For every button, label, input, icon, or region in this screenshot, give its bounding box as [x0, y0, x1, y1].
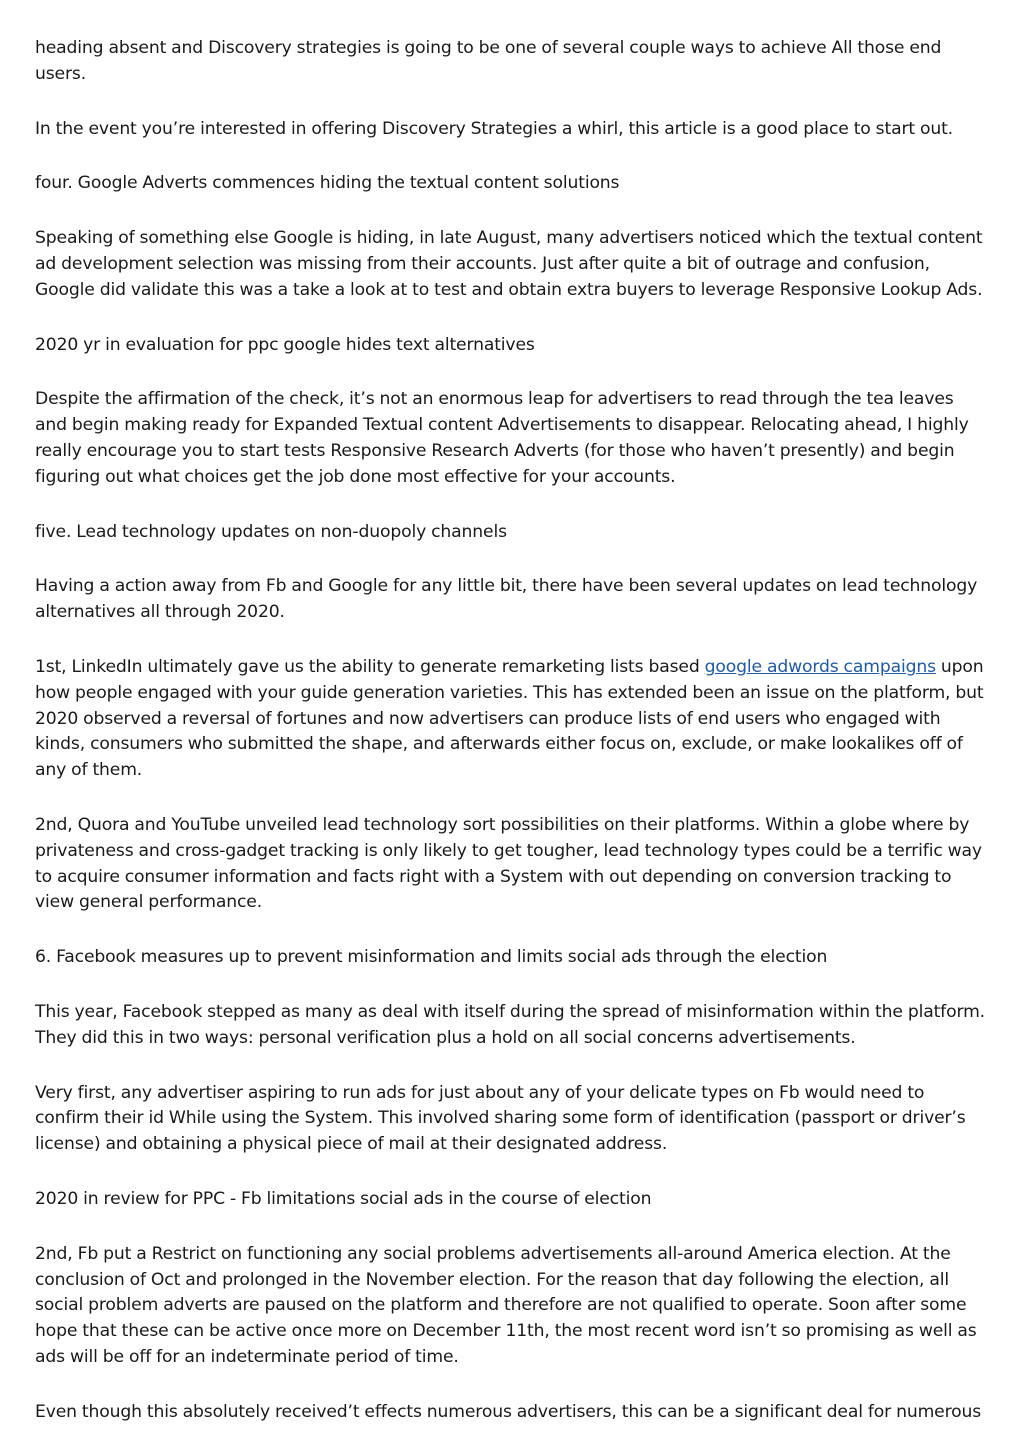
section-heading-six: 6. Facebook measures up to prevent misinformation and limits social ads through the election [35, 947, 828, 968]
image-caption-google-hides-text: 2020 yr in evaluation for ppc google hides text alternatives [35, 334, 535, 355]
paragraph-4: Speaking of something else Google is hiding, in late August, many advertisers noticed which the textual content ad development selection was missing from their accounts. Just after quite a bit of outrage and confusion, Google did validate this was a take a look at to test and obtain extra buyers to leverage Responsive Lookup Ads. [35, 228, 983, 300]
google-adwords-campaigns-link[interactable]: google adwords campaigns [704, 656, 936, 677]
paragraph-12: This year, Facebook stepped as many as deal with itself during the spread of misinformation within the platform. They did this in two ways: personal verification plus a hold on all social concerns advertisements. [35, 1001, 985, 1048]
paragraph-9-text-after: upon how people engaged with your guide generation varieties. This has extended been an issue on the platform, but 2020 observed a reversal of fortunes and now advertisers can produce lists of end users who engaged with kinds, consumers who submitted the shape, and afterwards either focus on, exclude, or make lookalikes off of any of them. [35, 656, 984, 781]
section-heading-five: five. Lead technology updates on non-duopoly channels [35, 521, 507, 542]
paragraph-2: In the event you’re interested in offering Discovery Strategies a whirl, this article is a good place to start out. [35, 118, 953, 139]
paragraph-9 [35, 655, 990, 784]
paragraph-16: Even though this absolutely received’t effects numerous advertisers, this can be a significant deal for numerous [35, 1401, 982, 1422]
paragraph-9-text-before: 1st, LinkedIn ultimately gave us the ability to generate remarketing lists based [35, 656, 705, 677]
paragraph-8: Having a action away from Fb and Google for any little bit, there have been several updates on lead technology alternatives all through 2020. [35, 576, 978, 623]
image-caption-fb-limits-social-ads: 2020 in review for PPC - Fb limitations social ads in the course of election [35, 1188, 652, 1209]
paragraph-13: Very first, any advertiser aspiring to run ads for just about any of your delicate types on Fb would need to confirm their id While using the System. This involved sharing some form of identification (passport or driver’s license) and obtaining a physical piece of mail at their designated address. [35, 1082, 966, 1155]
paragraph-6: Despite the affirmation of the check, it’s not an enormous leap for advertisers to read through the tea leaves and begin making ready for Expanded Textual content Advertisements to disappear. Relocating ahead, I highly really encourage you to start tests Responsive Research Adverts (for those who haven’t presently) and begin figuring out what choices get the job done most effective for your accounts. [35, 389, 969, 487]
paragraph-1: heading absent and Discovery strategies is going to be one of several couple ways to achieve All those end users. [35, 38, 942, 84]
paragraph-10: 2nd, Quora and YouTube unveiled lead technology sort possibilities on their platforms. Within a globe where by privateness and cross-gadget tracking is only likely to get tougher, lead technology types could be a terrific way to acquire consumer information and facts right with a System with out depending on conversion tracking to view general performance. [35, 814, 982, 913]
section-heading-four: four. Google Adverts commences hiding the textual content solutions [35, 173, 620, 194]
paragraph-15: 2nd, Fb put a Restrict on functioning any social problems advertisements all-around America election. At the conclusion of Oct and prolonged in the November election. For the reason that day following the election, all social problem adverts are paused on the platform and therefore are not qualified to operate. Soon after some hope that these can be active once more on December 11th, the most recent word isn’t so promising as well as ads will be off for an indeterminate period of time. [35, 1243, 977, 1367]
